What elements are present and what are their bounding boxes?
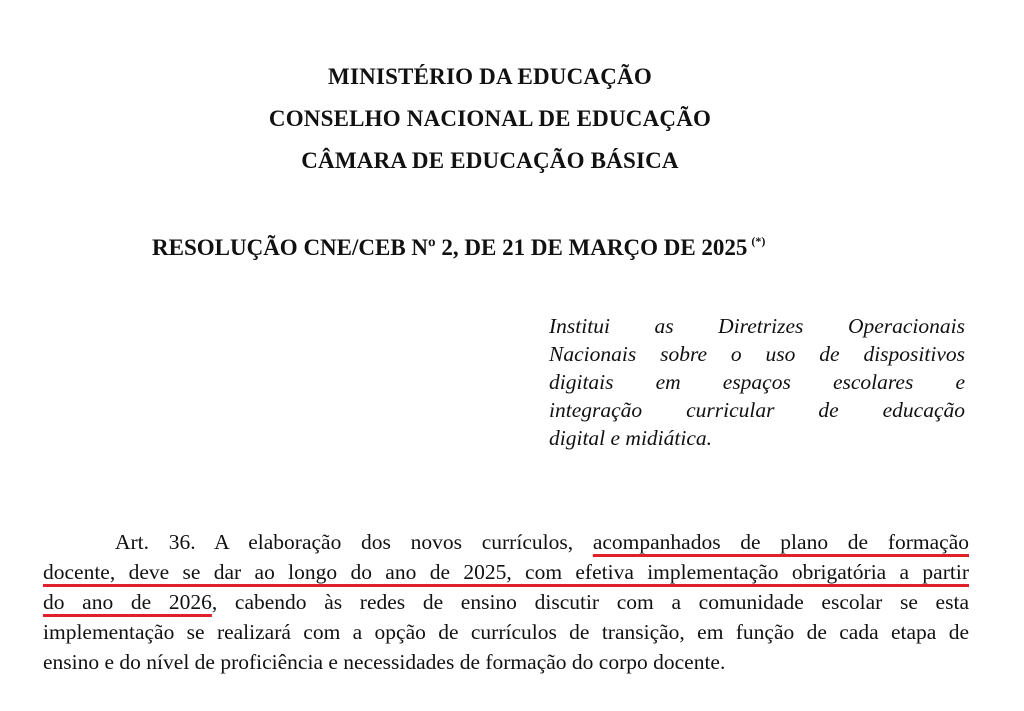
article-text: Art. 36. A elaboração dos novos currículos, <box>115 530 593 554</box>
highlighted-text: do ano de 2026 <box>43 590 212 614</box>
footnote-marker: (*) <box>751 234 766 248</box>
ministry-title: MINISTÉRIO DA EDUCAÇÃO <box>328 64 652 89</box>
article-line <box>43 527 969 557</box>
ementa-line: digitais em espaços escolares e <box>549 370 965 394</box>
article-36-paragraph <box>43 527 969 677</box>
ementa-line: digital e midiática. <box>549 426 713 450</box>
highlighted-text: acompanhados de plano de formação <box>592 530 969 554</box>
council-title: CONSELHO NACIONAL DE EDUCAÇÃO <box>268 106 712 131</box>
article-line: implementação se realizará com a opção de currículos de transição, em função de cada etapa de <box>43 620 969 644</box>
resolution-title-text: RESOLUÇÃO CNE/CEB Nº 2, DE 21 DE MARÇO DE 2025 <box>152 235 748 260</box>
article-line <box>43 587 969 617</box>
chamber-title: CÂMARA DE EDUCAÇÃO BÁSICA <box>301 148 679 173</box>
article-text: , cabendo às redes de ensino discutir com a comunidade escolar se esta <box>211 590 969 614</box>
ementa-block <box>549 312 965 452</box>
article-line: ensino e do nível de proficiência e necessidades de formação do corpo docente. <box>43 650 726 674</box>
document-header <box>0 56 980 182</box>
ementa-line: Nacionais sobre o uso de dispositivos <box>549 342 965 366</box>
ementa-line: Institui as Diretrizes Operacionais <box>549 314 965 338</box>
article-line <box>43 557 969 587</box>
ementa-line: integração curricular de educação <box>549 398 965 422</box>
resolution-title <box>152 224 765 265</box>
highlighted-text: docente, deve se dar ao longo do ano de 2025, com efetiva implementação obrigatória a partir <box>43 560 969 584</box>
